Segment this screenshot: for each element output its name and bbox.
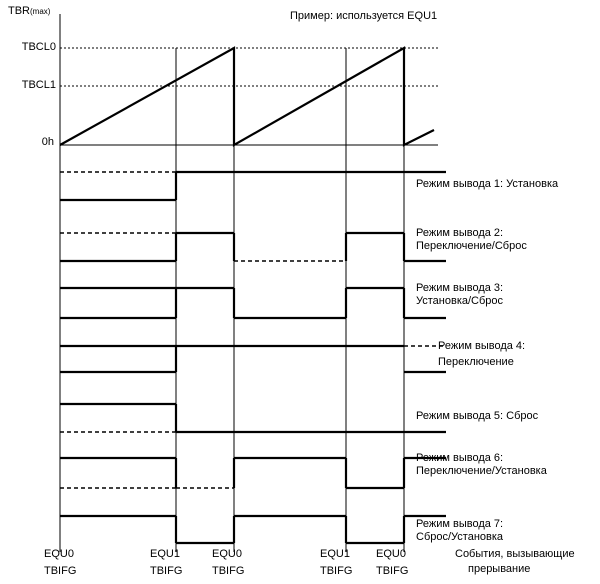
event-label-2-top: EQU0 — [212, 548, 242, 560]
events-caption-line1: События, вызывающие — [455, 548, 575, 560]
mode-label-3-line1: Режим вывода 3: — [416, 282, 504, 294]
axis-label-tbcl1: TBCL1 — [21, 79, 56, 91]
waveform-mode-4 — [60, 346, 446, 372]
event-label-0-bottom: TBIFG — [44, 565, 77, 577]
event-label-4-top: EQU0 — [376, 548, 406, 560]
event-label-0-top: EQU0 — [44, 548, 74, 560]
mode-label-2-line2: Переключение/Сброс — [416, 240, 527, 252]
event-label-1-bottom: TBIFG — [150, 565, 183, 577]
waveform-mode-2 — [60, 233, 446, 261]
axis-label-tbcl0: TBCL0 — [21, 41, 56, 53]
counter-sawtooth-waveform — [60, 48, 434, 145]
mode-label-2-line1: Режим вывода 2: — [416, 227, 504, 239]
mode-label-6-line2: Переключение/Установка — [416, 465, 547, 477]
event-label-2-bottom: TBIFG — [212, 565, 245, 577]
event-label-4-bottom: TBIFG — [376, 565, 409, 577]
waveform-mode-5 — [60, 404, 446, 432]
mode-label-6-line1: Режим вывода 6: — [416, 452, 504, 464]
mode-label-7-line1: Режим вывода 7: — [416, 518, 504, 530]
mode-label-5: Режим вывода 5: Сброс — [416, 410, 539, 422]
event-label-1-top: EQU1 — [150, 548, 180, 560]
mode-label-7-line2: Сброс/Установка — [416, 531, 504, 543]
diagram-title: Пример: используется EQU1 — [290, 10, 438, 22]
event-label-3-top: EQU1 — [320, 548, 350, 560]
mode-label-4-line1: Режим вывода 4: — [438, 340, 526, 352]
axis-label-tbr-max: TBR(max) — [8, 5, 51, 17]
mode-label-4-line2: Переключение — [438, 356, 514, 368]
waveform-mode-6 — [60, 458, 446, 488]
events-caption-line2: прерывание — [468, 563, 531, 575]
waveform-mode-3 — [60, 288, 446, 318]
waveform-mode-7 — [60, 516, 446, 543]
mode-label-1: Режим вывода 1: Установка — [416, 178, 559, 190]
event-label-3-bottom: TBIFG — [320, 565, 353, 577]
axis-label-tbr-max-sub: (max) — [30, 7, 51, 16]
mode-label-3-line2: Установка/Сброс — [416, 295, 504, 307]
axis-label-zero: 0h — [41, 136, 54, 148]
waveform-mode-1 — [60, 172, 446, 200]
